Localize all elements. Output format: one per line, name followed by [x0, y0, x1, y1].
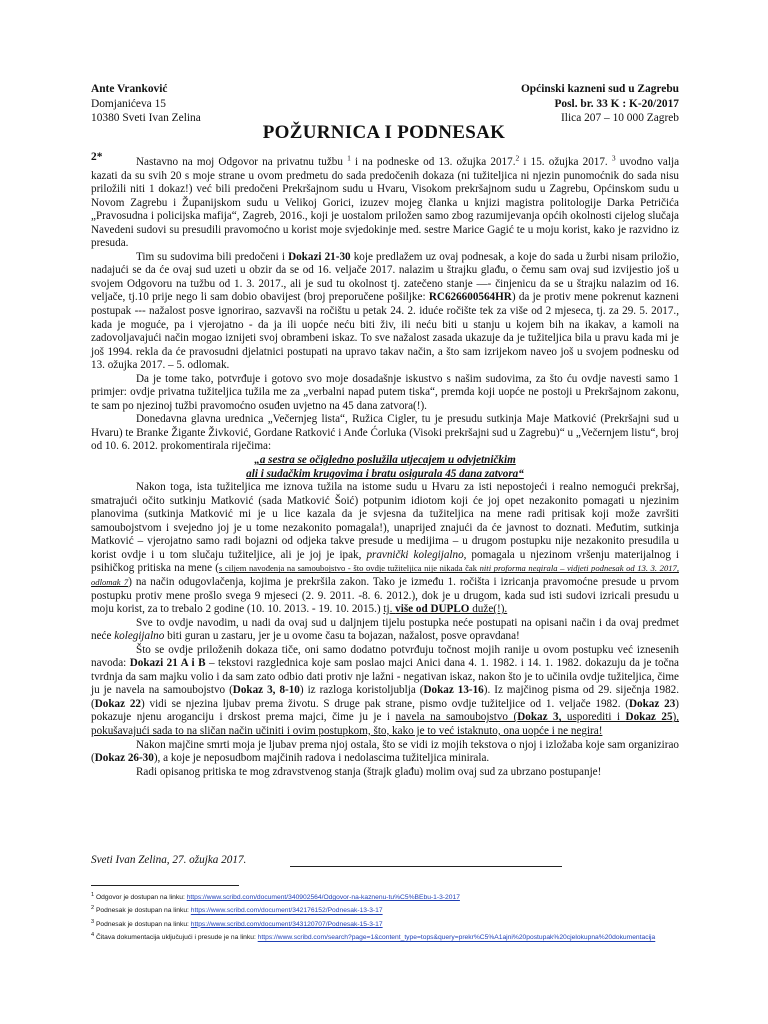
footnote-ref-2[interactable]: 2: [515, 153, 520, 163]
document-body: [91, 153, 680, 779]
paragraph-8: Nakon majčine smrti moja je ljubav prema njoj ostala, što se vidi iz mojih tekstova o njoj i izložaba koje sam organizirao (Dokaz 26-30), a koje je neposudbom majčinih radova i nedolascima tužiteljica minirala.: [91, 738, 679, 765]
paragraph-5: Nakon toga, ista tužiteljica me iznova tužila na istome sudu u Hvaru za isti nepostojeći i realno nemogući prekršaj, smatrajući očito sutkinju Matković (sada Matković Šoić) potpunim idiotom koji će joj opet nezakonito pomagati u njezinim planovima (sutkinja Matković mi je u lice kazala da je svjesna da tužiteljica na mene radi pritisak koji može završiti samoubojstvom i svejedno joj je u tome nezakonito pomagala!), unaprijed znajući da će javnost to doznati. Međutim, sutkinja Matković – vjerojatno samo radi bojazni od odjeka takve presude u medijima – u drugom postupku nije nezakonito presudila u korist ovdje i u tom slučaju tužiteljice, ali je joj je ipak, pravnički kolegijalno, pomagala u njezinom vršenju materijalnog i psihičkog pritiska na mene (s ciljem navođenja na samoubojstvo - što ovdje tužiteljica nije nikada čak niti proforma negirala – vidjeti podnesak od 13. 3. 2017, odlomak 7) na način odugovlačenja, kojima je prekršila zakon. Tako je između 1. ročišta i izricanja pravomoćne presude u prvom postupku protiv mene prošlo svega 9 mjeseci (2. 9. 2011. -8. 6. 2012.), dok je u drugom, kada sud isti sudovi izricali presudu u moju korist, za to trebalo 2 godine (10. 10. 2013. - 19. 10. 2015.) tj. više od DUPLO duže(!).: [91, 481, 679, 616]
paragraph-3: Da je tome tako, potvrđuje i gotovo svo moje dosadašnje iskustvo s našim sudovima, za što ću ovdje navesti samo 1 primjer: ovdje privatna tužiteljica tužila me za „verbalni napad putem tiska“, premda koji uopće ne postoji u Prekršajnom zakonu, te sam po njezinoj tužbi pravomoćno osuđen uvjetno na 45 dana zatvora(!).: [91, 372, 679, 412]
paragraph-4: Donedavna glavna urednica „Večernjeg lista“, Ružica Cigler, tu je presudu sutkinja Maje Matković (Prekršajni sud u Hvaru) te Branke Žigante Živković, Gordane Ratković i Anđe Ćorluka (Visoki prekršajni sud u Zagrebu)“ u „Večernjem listu“, broj od 10. 6. 2012. prokomentirala riječima:: [91, 413, 679, 453]
footnote-link-3[interactable]: https://www.scribd.com/document/343120707/Podnesak-15-3-17: [190, 921, 383, 929]
footnote-link-4[interactable]: https://www.scribd.com/search?page=1&content_type=tops&query=prekr%C5%A1ajni%20postupak%20cjelokupna%20dokumentacija: [257, 934, 656, 942]
paragraph-9: Radi opisanog pritiska te mog zdravstvenog stanja (štrajk glađu) molim ovaj sud za ubrzano postupanje!: [136, 765, 602, 778]
paragraph-1: Nastavno na moj Odgovor na privatnu tužbu $^1$ i na podneske od 13. ožujka 2017.$^2$ i 15. ožujka 2017. $^3$ uvodno valja kazati da su svih 20 s moje strane u ovom predmetu do sada predočenih dokaza (ni tužiteljica ni njezin punomoćnik do sada nisu priložili niti 1 dokaz!) već bili predočeni Prekršajnom sudu u Hvaru, Visokom prekršajnom sudu u Zagrebu, Općinskom sudu u Novom Zagrebu i Županijskom sudu u Velikoj Gorici, izuzev mojeg članka u knjizi magistra politologije Darka Petričića „Pravosudna i policijska mafija“, Zagreb, 2016., koji je uostalom priložen samo zbog razumijevanja općih okolnosti cijelog slučaja Navedeni sudovi su presudili pravomoćno u korist moje svjedokinje med. sestre Marice Gagić te u moju korist, kako je razvidno iz presuda.: [91, 153, 680, 250]
document-title: POŽURNICA I PODNESAK: [262, 122, 506, 143]
recipient-block: [521, 82, 679, 126]
sender-name: Ante Vranković: [91, 83, 168, 95]
footnote-3: $^3$ Podnesak je dostupan na linku: https://www.scribd.com/document/343120707/Podnesak-15-3-17: [91, 918, 383, 929]
footnote-separator: [91, 885, 239, 886]
footnote-ref-3[interactable]: 3: [611, 153, 616, 163]
court-address: Ilica 207 – 10 000 Zagreb: [561, 112, 679, 125]
case-number: Posl. br. 33 K : K-20/2017: [554, 97, 679, 110]
paragraph-2: Tim su sudovima bili predočeni i Dokazi 21-30 koje predlažem uz ovaj podnesak, a koje do sada u žurbi nisam priložio, nadajući se da će ovaj sud uzeti u obzir da se od 16. veljače 2017. nalazim u štrajku glađu, o čemu sam ovaj sud izvijestio još u svojem Odgovoru na tužbu od 1. 3. 2017., ali je sud tu okolnost tj. zatečeno stanje —- činjenicu da se u štrajku nalazim od 16. veljače, tj.10 prije nego li sam dobio obavijest (broj preporučene pošiljke: RC626600564HR) da je protiv mene pokrenut kazneni postupak --- nažalost posve ignorirao, sazvavši na ročištu u petak 24. 2. iduće ročište tek za više od 2 mjeseca, tj. za 29. 5. 2017., kada je moguće, pa i vjerojatno - da ja ili uopće neću biti živ, ili neću biti u stanju u kojem bih na ikakav, a kamoli na zadovoljavajući način mogao iznijeti svoj obrambeni iskaz. To sve nažalost zasada ukazuje da je tužiteljica bila u pravu kada mi je još 1994. rekla da će pravosudni djelatnici postupati na upravo takav način, a što sam izrijekom naveo još u svojem podnesku od 13. ožujka 2017. – 5. odlomak.: [91, 250, 679, 372]
court-name: Općinski kazneni sud u Zagrebu: [520, 83, 679, 95]
place-date: Sveti Ivan Zelina, 27. ožujka 2017.: [91, 854, 247, 866]
signature-line: [290, 866, 562, 867]
quote-block: [91, 454, 679, 481]
quote-line-1: „a sestra se očigledno poslužila utjecajem u odvjetničkim: [254, 454, 516, 467]
footnote-link-1[interactable]: https://www.scribd.com/document/340902564/Odgovor-na-kaznenu-tu%C5%BEbu-1-3-2017: [186, 894, 460, 902]
footnote-ref-1[interactable]: 1: [347, 153, 351, 163]
document-marker: 2*: [91, 151, 103, 163]
footnote-link-2[interactable]: https://www.scribd.com/document/342176152/Podnesak-13-3-17: [190, 907, 383, 915]
footnotes: [91, 890, 691, 944]
paragraph-7: Što se ovdje priloženih dokaza tiče, oni samo dodatno potvrđuju točnost mojih ranije u ovom postupku već iznesenih navoda: Dokazi 21 A i B – tekstovi razglednica koje sam poslao majci Anici dana 4. 1. 1982. i 14. 1. 1982. dokazuju da je točna tvrdnja da sam majku volio i da sam zato odbio dati protiv nje lažni - negativan iskaz, nakon što je to učinila ovdje tužiteljica, čime ju je navela na samoubojstvo (Dokaz 3, 8-10) iz razloga koristoljublja (Dokaz 13-16). Iz majčinog pisma od 29. siječnja 1982. (Dokaz 22) vidi se njezina ljubav prema životu. S druge pak strane, pismo ovdje tužiteljice od 1. veljače 1982. (Dokaz 23) pokazuje njenu aroganciju i drskost prema majci, čime ju je i navela na samoubojstvo (Dokaz 3, usporediti i Dokaz 25), pokušavajući sada to na sličan način učiniti i ovim postupkom, što, kako je to već istaknuto, ona uopće i ne negira!: [91, 643, 680, 737]
footnote-4: $^4$ Čitava dokumentacija uključujući i presude je na linku: https://www.scribd.com/search?page=1&content_type=tops&query=prekr%C5%A1ajni%20postupak%20cjelokupna%20dokumentacija: [91, 932, 656, 942]
quote-line-2: ali i sudačkim krugovima i bratu osigurala 45 dana zatvora“: [246, 467, 524, 480]
sender-street: Domjanićeva 15: [91, 97, 166, 110]
sender-city: 10380 Sveti Ivan Zelina: [91, 112, 201, 125]
footnote-1: $^1$ Odgovor je dostupan na linku: https://www.scribd.com/document/340902564/Odgovor-na-kaznenu-tu%C5%BEbu-1-3-2017: [91, 892, 460, 902]
sender-block: [91, 82, 201, 126]
paragraph-6: Sve to ovdje navodim, u nadi da ovaj sud u daljnjem tijelu postupka neće postupati na opisani način i da ovaj predmet neće kolegijalno biti guran u zastaru, jer je u ovome času ta bojazan, nažalost, posve opravdana!: [91, 616, 679, 643]
footnote-2: $^2$ Podnesak je dostupan na linku: https://www.scribd.com/document/342176152/Podnesak-13-3-17: [91, 905, 383, 915]
